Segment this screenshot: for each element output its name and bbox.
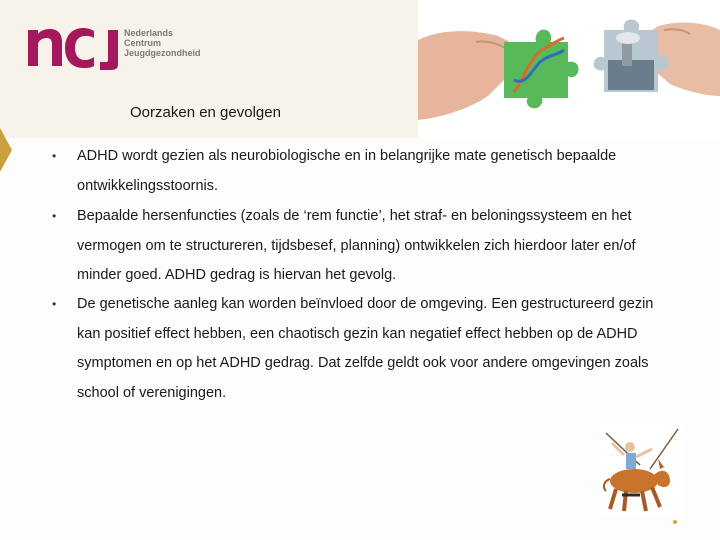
bullet-text: Bepaalde hersenfuncties (zoals de ‘rem functie’, het straf- en beloningssysteem en het vermogen om te structureren, tijdsbesef, planning) ontwikkelen zich hierdoor later en/of minder goed. ADHD gedrag is hiervan het gevolg. bbox=[77, 208, 636, 283]
logo-line-3: Jeugdgezondheid bbox=[124, 48, 201, 58]
logo-line-1: Nederlands bbox=[124, 28, 174, 38]
bullet-text: De genetische aanleg kan worden beïnvloed door de omgeving. Een gestructureerd gezin kan positief effect hebben, een chaotisch gezin kan negatief effect hebben op de ADHD symptomen en op het ADHD gedrag. Dat zelfde geldt ook voor andere omgevingen zoals school of verenigingen. bbox=[77, 296, 654, 401]
donkey-rider-cartoon bbox=[600, 425, 684, 517]
logo-wordmark bbox=[124, 28, 201, 58]
logo-line-2: Centrum bbox=[124, 38, 162, 48]
bullet-marker: • bbox=[52, 297, 57, 311]
slide-title: Oorzaken en gevolgen bbox=[130, 104, 281, 121]
corner-accent-dot bbox=[673, 520, 677, 524]
bullet-text: ADHD wordt gezien als neurobiologische en in belangrijke mate genetisch bepaalde ontwikkelingsstoornis. bbox=[77, 148, 617, 194]
side-tab-marker bbox=[0, 128, 12, 172]
bullet-marker: • bbox=[52, 149, 57, 163]
bullet-marker: • bbox=[52, 209, 57, 223]
puzzle-hands-photo bbox=[418, 0, 720, 138]
